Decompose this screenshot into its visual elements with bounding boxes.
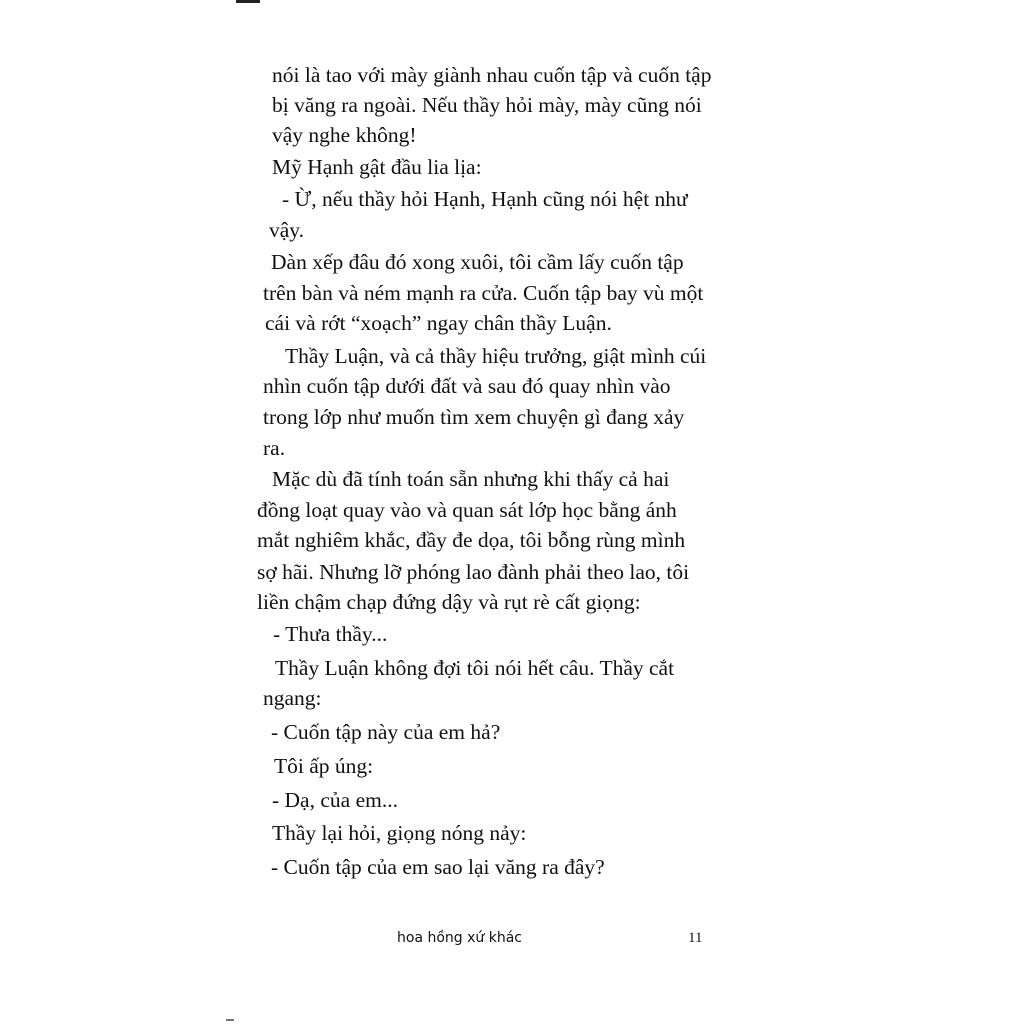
text-line: sợ hãi. Nhưng lỡ phóng lao đành phải theo lao, tôi [257,560,690,584]
text-line: nhìn cuốn tập dưới đất và sau đó quay nhìn vào [263,374,671,398]
scan-edge-mark-top [236,0,260,3]
text-line: vậy nghe không! [272,123,417,147]
text-line: Thầy Luận không đợi tôi nói hết câu. Thầy cắt [275,656,675,680]
text-line: - Dạ, của em... [272,788,398,812]
text-line: ra. [263,436,286,460]
text-line: trong lớp như muốn tìm xem chuyện gì đang xảy [263,405,685,429]
text-line: đồng loạt quay vào và quan sát lớp học bằng ánh [257,498,677,522]
text-line: bị văng ra ngoài. Nếu thầy hỏi mày, mày cũng nói [272,93,702,117]
footer-book-title: hoa hồng xứ khác [397,930,522,946]
text-line: Tôi ấp úng: [274,754,374,778]
text-line: Thầy lại hỏi, giọng nóng nảy: [272,821,527,845]
page-number: 11 [688,930,703,946]
text-line: liền chậm chạp đứng dậy và rụt rè cất giọng: [257,590,641,614]
text-line: trên bàn và ném mạnh ra cửa. Cuốn tập bay vù một [263,281,704,305]
scan-edge-mark-bottom [226,1019,234,1021]
text-line: mắt nghiêm khắc, đầy đe dọa, tôi bỗng rùng mình [257,528,686,552]
text-line: - Ừ, nếu thầy hỏi Hạnh, Hạnh cũng nói hệt như [282,187,688,211]
text-line: Mặc dù đã tính toán sẵn nhưng khi thấy cả hai [272,467,670,491]
text-line: Thầy Luận, và cả thầy hiệu trưởng, giật mình cúi [285,344,707,368]
text-line: - Cuốn tập này của em hả? [271,720,501,744]
text-line: - Cuốn tập của em sao lại văng ra đây? [271,855,605,879]
text-line: Mỹ Hạnh gật đầu lia lịa: [272,155,482,179]
text-line: Dàn xếp đâu đó xong xuôi, tôi cầm lấy cuốn tập [271,250,684,274]
text-line: - Thưa thầy... [273,622,388,646]
text-line: cái và rớt “xoạch” ngay chân thầy Luận. [265,311,612,335]
text-line: ngang: [263,686,322,710]
text-line: vậy. [269,218,305,242]
text-line: nói là tao với mày giành nhau cuốn tập và cuốn tập [272,63,712,87]
